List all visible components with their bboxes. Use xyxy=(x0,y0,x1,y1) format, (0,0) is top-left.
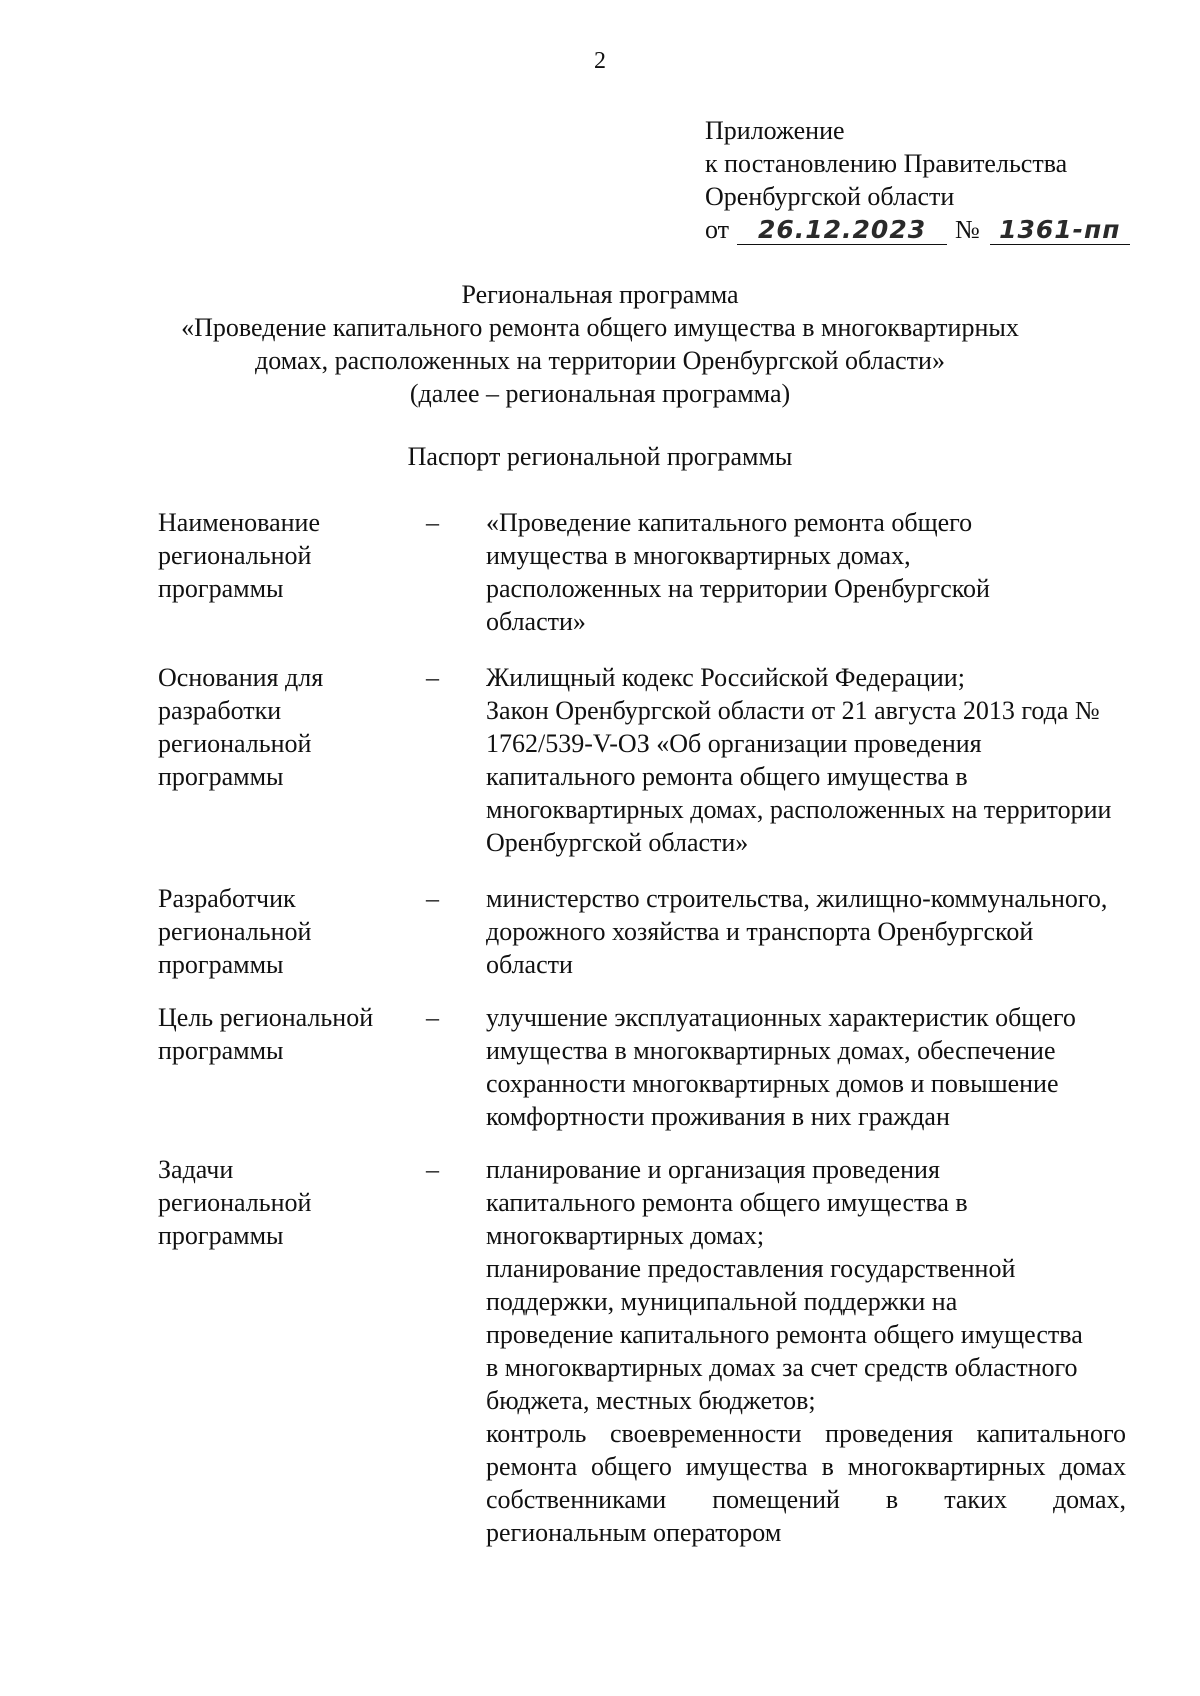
passport-row xyxy=(158,661,1138,859)
value-paragraph: Закон Оренбургской области от 21 августа 2013 года № 1762/539-V-ОЗ «Об организации проведения капитального ремонта общего имущества в многоквартирных домах, расположенных на территории Оренбургской области» xyxy=(486,696,1112,857)
passport-row xyxy=(158,1001,1138,1133)
title-line: Региональная программа xyxy=(461,280,739,309)
row-value xyxy=(486,1001,1134,1133)
row-value xyxy=(486,661,1134,859)
title-line: домах, расположенных на территории Оренбургской области» xyxy=(255,346,945,375)
passport-table xyxy=(158,506,1138,1549)
row-dash: – xyxy=(426,663,439,692)
title-line: «Проведение капитального ремонта общего имущества в многоквартирных xyxy=(181,313,1019,342)
handwritten-date: 26.12.2023 xyxy=(737,216,947,245)
appendix-line: Приложение xyxy=(705,116,845,145)
value-paragraph: улучшение эксплуатационных характеристик общего имущества в многоквартирных домах, обеспечение сохранности многоквартирных домов и повышение комфортности проживания в них граждан xyxy=(486,1003,1076,1131)
appendix-date-number-line xyxy=(705,213,1175,246)
row-label: Основания для разработки региональной программы xyxy=(158,663,324,791)
row-label: Цель региональной программы xyxy=(158,1003,374,1065)
row-value xyxy=(486,882,1134,981)
date-prefix: от xyxy=(705,215,730,244)
value-paragraph: «Проведение капитального ремонта общего имущества в многоквартирных домах, расположенных на территории Оренбургской области» xyxy=(486,508,990,636)
program-title xyxy=(0,278,1200,410)
appendix-block xyxy=(705,114,1175,246)
appendix-line: к постановлению Правительства xyxy=(705,149,1068,178)
page-number: 2 xyxy=(594,48,606,74)
passport-row xyxy=(158,506,1138,638)
number-prefix: № xyxy=(955,215,980,244)
title-line: (далее – региональная программа) xyxy=(409,379,791,408)
row-dash: – xyxy=(426,1003,439,1032)
row-label: Задачи региональной программы xyxy=(158,1155,312,1250)
passport-row xyxy=(158,1153,1138,1549)
value-paragraph: планирование предоставления государственной поддержки, муниципальной поддержки на проведение капитального ремонта общего имущества в многоквартирных домах за счет средств областного бюджета, местных бюджетов; xyxy=(486,1254,1083,1415)
value-paragraph: планирование и организация проведения капитального ремонта общего имущества в многоквартирных домах; xyxy=(486,1155,968,1250)
row-dash: – xyxy=(426,884,439,913)
row-label: Наименование региональной программы xyxy=(158,508,320,603)
passport-heading: Паспорт региональной программы xyxy=(407,442,793,471)
row-value xyxy=(486,1153,1134,1549)
row-value xyxy=(486,506,1134,638)
value-paragraph: министерство строительства, жилищно-коммунального, дорожного хозяйства и транспорта Оренбургской области xyxy=(486,884,1108,979)
appendix-line: Оренбургской области xyxy=(705,182,955,211)
row-dash: – xyxy=(426,1155,439,1184)
passport-row xyxy=(158,882,1138,981)
row-label: Разработчик региональной программы xyxy=(158,884,312,979)
handwritten-number: 1361-пп xyxy=(990,216,1130,245)
value-paragraph: контроль своевременности проведения капитального ремонта общего имущества в многоквартирных домах собственниками помещений в таких домах, региональным оператором xyxy=(486,1419,1126,1547)
value-paragraph: Жилищный кодекс Российской Федерации; xyxy=(486,663,965,692)
row-dash: – xyxy=(426,508,439,537)
